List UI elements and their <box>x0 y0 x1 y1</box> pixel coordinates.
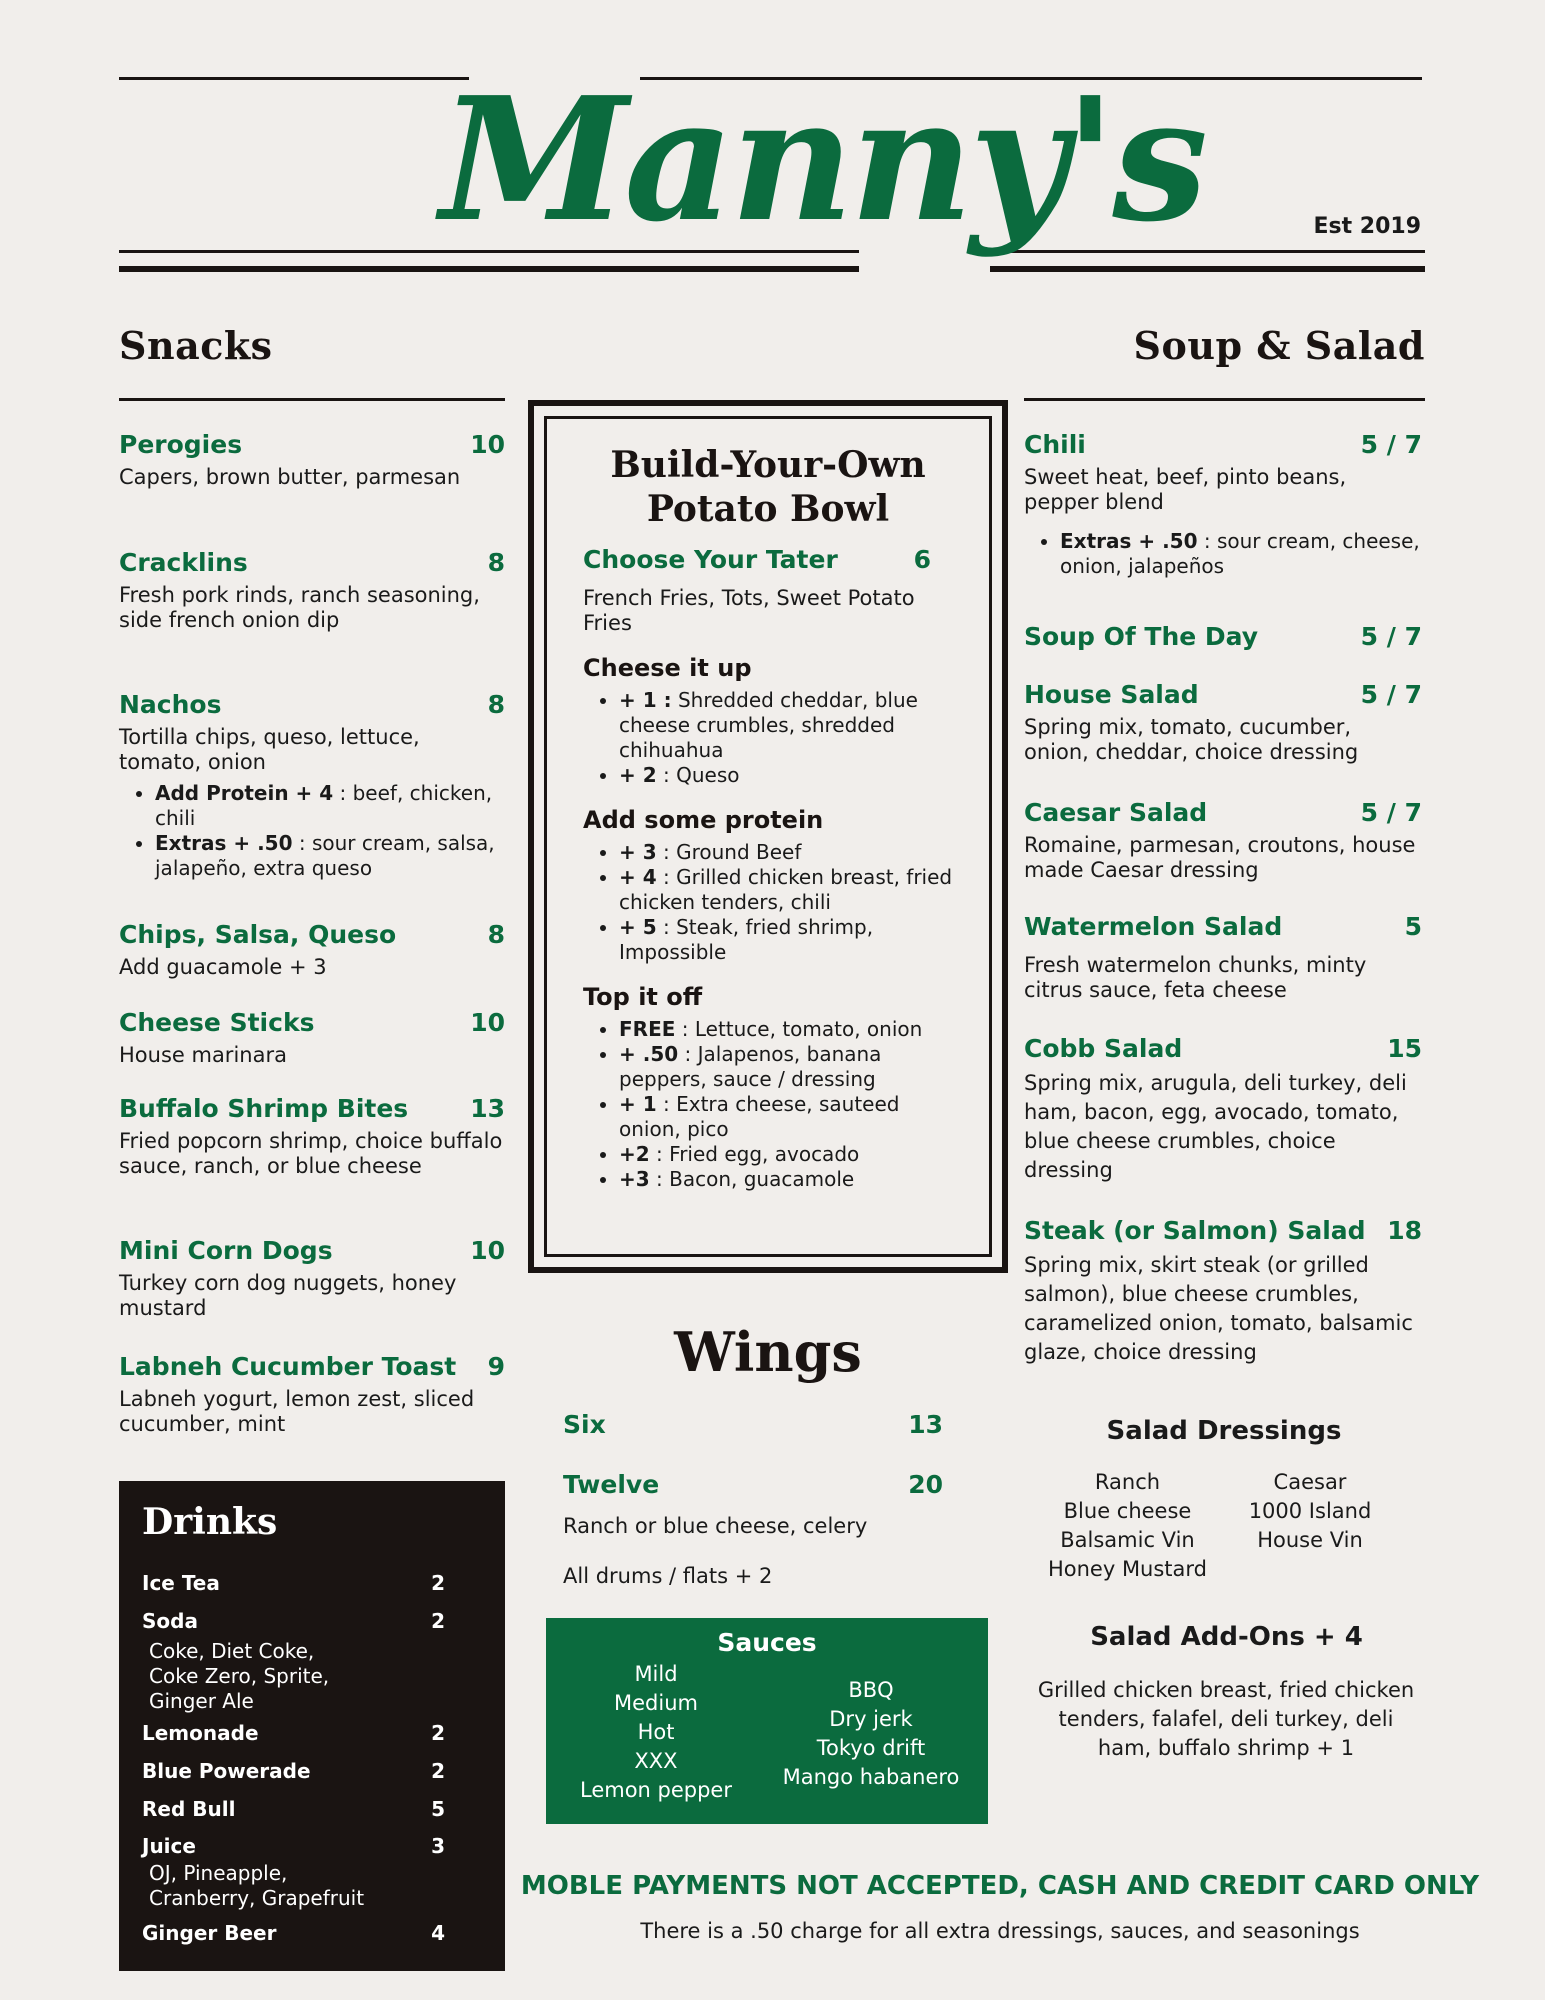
snacks-rule <box>119 398 505 401</box>
salad-dressings-right: Caesar 1000 Island House Vin <box>1248 1470 1372 1552</box>
header-rule-top-left <box>119 77 469 80</box>
item-name: House Salad <box>1024 680 1199 709</box>
item-price: 6 <box>913 545 931 574</box>
wings-section <box>563 1410 943 1590</box>
item-name: Cheese Sticks <box>119 1008 315 1037</box>
drink-soda: Soda 2 <box>142 1609 445 1633</box>
menu-item-soup-of-the-day <box>1024 622 1422 651</box>
list-item: • + 1 : Shredded cheddar, blue cheese crumbles, shredded chihuahua <box>619 688 963 763</box>
item-name: Soup Of The Day <box>1024 622 1259 651</box>
drink-juice: Juice 3 <box>142 1834 445 1858</box>
item-desc: Spring mix, tomato, cucumber, onion, cheddar, choice dressing <box>1024 715 1359 764</box>
item-name: Twelve <box>563 1470 660 1499</box>
drink-soda-options: Coke, Diet Coke, Coke Zero, Sprite, Ginger Ale <box>149 1639 330 1713</box>
item-price: 13 <box>470 1094 505 1123</box>
wings-drums-flats: All drums / flats + 2 <box>563 1564 773 1588</box>
sauces-right-list: BBQ Dry jerk Tokyo drift Mango habanero <box>782 1678 960 1789</box>
list-item: • +3 : Bacon, guacamole <box>619 1167 963 1192</box>
sauces-left-list: Mild Medium Hot XXX Lemon pepper <box>579 1662 732 1802</box>
item-name: Caesar Salad <box>1024 798 1208 827</box>
item-desc: Fresh watermelon chunks, minty citrus sauce, feta cheese <box>1024 953 1367 1002</box>
tater-desc: French Fries, Tots, Sweet Potato Fries <box>583 586 915 635</box>
item-desc: Fried popcorn shrimp, choice buffalo sauce, ranch, or blue cheese <box>119 1129 503 1178</box>
menu-item-perogies <box>119 430 505 490</box>
extra-charge-note: There is a .50 charge for all extra dressings, sauces, and seasonings <box>640 1919 1360 1943</box>
chili-extras <box>1024 529 1422 579</box>
payment-notice: MOBLE PAYMENTS NOT ACCEPTED, CASH AND CREDIT CARD ONLY <box>520 1871 1480 1901</box>
item-price: 5 / 7 <box>1360 430 1422 459</box>
item-price: 8 <box>487 920 505 949</box>
choose-tater <box>583 545 963 574</box>
protein-heading: Add some protein <box>583 806 824 834</box>
menu-item-caesar-salad <box>1024 798 1422 883</box>
item-name: Mini Corn Dogs <box>119 1236 333 1265</box>
list-item: • + .50 : Jalapenos, banana peppers, sauce / dressing <box>619 1042 963 1092</box>
list-item: • + 4 : Grilled chicken breast, fried chicken tenders, chili <box>619 865 963 915</box>
drink-juice-options: OJ, Pineapple, Cranberry, Grapefruit <box>149 1861 365 1910</box>
potato-bowl-panel <box>528 400 1008 1273</box>
soup-salad-rule <box>1024 398 1425 401</box>
menu-item-cheese-sticks <box>119 1008 505 1068</box>
item-desc: Fresh pork rinds, ranch seasoning, side french onion dip <box>119 583 480 632</box>
nachos-extras <box>119 781 505 881</box>
item-price: 20 <box>908 1470 943 1499</box>
potato-bowl-title: Build-Your-Own Potato Bowl <box>610 444 926 530</box>
item-name: Perogies <box>119 430 243 459</box>
item-price: 8 <box>487 548 505 577</box>
item-desc: Spring mix, skirt steak (or grilled salmon), blue cheese crumbles, caramelized onion, tomato, balsamic glaze, choice dressing <box>1024 1253 1413 1364</box>
item-price: 5 / 7 <box>1360 622 1422 651</box>
top-list <box>583 1017 963 1192</box>
salad-dressings-left: Ranch Blue cheese Balsamic Vin Honey Mustard <box>1047 1470 1208 1581</box>
item-price: 13 <box>908 1410 943 1439</box>
sauces-heading: Sauces <box>717 1628 817 1657</box>
drink-ice-tea: Ice Tea 2 <box>142 1571 445 1595</box>
item-name: Choose Your Tater <box>583 545 838 574</box>
item-desc: Spring mix, arugula, deli turkey, deli ham, bacon, egg, avocado, tomato, blue cheese crumbles, choice dressing <box>1024 1071 1407 1182</box>
salad-addons-heading: Salad Add-Ons + 4 <box>1090 1622 1363 1652</box>
item-name: Watermelon Salad <box>1024 912 1283 941</box>
list-item: • + 1 : Extra cheese, sauteed onion, pico <box>619 1092 963 1142</box>
item-price: 5 / 7 <box>1360 680 1422 709</box>
menu-item-chips-salsa-queso <box>119 920 505 980</box>
drink-lemonade: Lemonade 2 <box>142 1721 445 1745</box>
item-price: 8 <box>487 690 505 719</box>
item-price: 9 <box>487 1352 505 1381</box>
item-price: 10 <box>470 1008 505 1037</box>
menu-item-labneh-cucumber-toast <box>119 1352 505 1437</box>
item-name: Cobb Salad <box>1024 1034 1183 1063</box>
wings-twelve <box>563 1470 943 1499</box>
menu-item-chili <box>1024 430 1422 579</box>
item-desc: Tortilla chips, queso, lettuce, tomato, onion <box>119 725 420 774</box>
protein-list <box>583 840 963 965</box>
drink-ginger-beer: Ginger Beer 4 <box>142 1921 445 1945</box>
list-item: • + 5 : Steak, fried shrimp, Impossible <box>619 915 963 965</box>
est-label: Est 2019 <box>1313 214 1421 239</box>
logo: Manny's <box>440 60 1205 260</box>
list-item: • Extras + .50 : sour cream, cheese, onion, jalapeños <box>1060 529 1422 579</box>
cheese-heading: Cheese it up <box>583 654 752 682</box>
item-price: 10 <box>470 1236 505 1265</box>
menu-item-watermelon-salad <box>1024 912 1422 1003</box>
menu-item-steak-salad <box>1024 1216 1422 1367</box>
drinks-heading: Drinks <box>142 1501 278 1543</box>
item-name: Six <box>563 1410 606 1439</box>
list-item: • FREE : Lettuce, tomato, onion <box>619 1017 963 1042</box>
item-name: Steak (or Salmon) Salad <box>1024 1216 1366 1245</box>
drink-red-bull: Red Bull 5 <box>142 1797 445 1821</box>
item-name: Chips, Salsa, Queso <box>119 920 397 949</box>
item-name: Chili <box>1024 430 1086 459</box>
menu-item-house-salad <box>1024 680 1422 765</box>
item-desc: Romaine, parmesan, croutons, house made Caesar dressing <box>1024 833 1416 882</box>
soup-salad-heading: Soup & Salad <box>1133 323 1425 368</box>
top-heading: Top it off <box>583 983 703 1011</box>
wings-heading: Wings <box>674 1320 862 1384</box>
sauces-panel <box>546 1618 988 1824</box>
item-price: 15 <box>1387 1034 1422 1063</box>
soup-salad-column <box>1024 430 1422 1380</box>
drink-blue-powerade: Blue Powerade 2 <box>142 1759 445 1783</box>
drinks-panel <box>119 1481 505 1971</box>
wings-desc: Ranch or blue cheese, celery <box>563 1514 868 1538</box>
item-desc: Sweet heat, beef, pinto beans, pepper blend <box>1024 465 1347 514</box>
cheese-list <box>583 688 963 788</box>
list-item: • Add Protein + 4 : beef, chicken, chili <box>155 781 505 831</box>
item-desc: House marinara <box>119 1043 287 1067</box>
potato-bowl-inner <box>544 416 992 1257</box>
item-price: 18 <box>1387 1216 1422 1245</box>
menu-item-cobb-salad <box>1024 1034 1422 1185</box>
snacks-heading: Snacks <box>119 323 273 368</box>
list-item: • Extras + .50 : sour cream, salsa, jalapeño, extra queso <box>155 831 505 881</box>
item-desc: Labneh yogurt, lemon zest, sliced cucumber, mint <box>119 1387 475 1436</box>
menu-item-cracklins <box>119 548 505 633</box>
item-desc: Capers, brown butter, parmesan <box>119 465 461 489</box>
menu-item-buffalo-shrimp-bites <box>119 1094 505 1179</box>
item-price: 10 <box>470 430 505 459</box>
item-name: Labneh Cucumber Toast <box>119 1352 457 1381</box>
salad-addons-desc: Grilled chicken breast, fried chicken tenders, falafel, deli turkey, deli ham, buffalo shrimp + 1 <box>1037 1678 1415 1760</box>
snacks-column <box>119 430 505 1460</box>
list-item: • +2 : Fried egg, avocado <box>619 1142 963 1167</box>
list-item: • + 2 : Queso <box>619 763 963 788</box>
item-price: 5 / 7 <box>1360 798 1422 827</box>
item-name: Cracklins <box>119 548 248 577</box>
item-name: Buffalo Shrimp Bites <box>119 1094 409 1123</box>
item-desc: Turkey corn dog nuggets, honey mustard <box>119 1271 457 1320</box>
item-name: Nachos <box>119 690 222 719</box>
menu-item-nachos <box>119 690 505 881</box>
potato-bowl-content <box>583 545 963 1192</box>
item-price: 5 <box>1404 912 1422 941</box>
item-desc: Add guacamole + 3 <box>119 955 327 979</box>
wings-six <box>563 1410 943 1439</box>
salad-dressings-heading: Salad Dressings <box>1106 1416 1342 1446</box>
list-item: • + 3 : Ground Beef <box>619 840 963 865</box>
menu-item-mini-corn-dogs <box>119 1236 505 1321</box>
